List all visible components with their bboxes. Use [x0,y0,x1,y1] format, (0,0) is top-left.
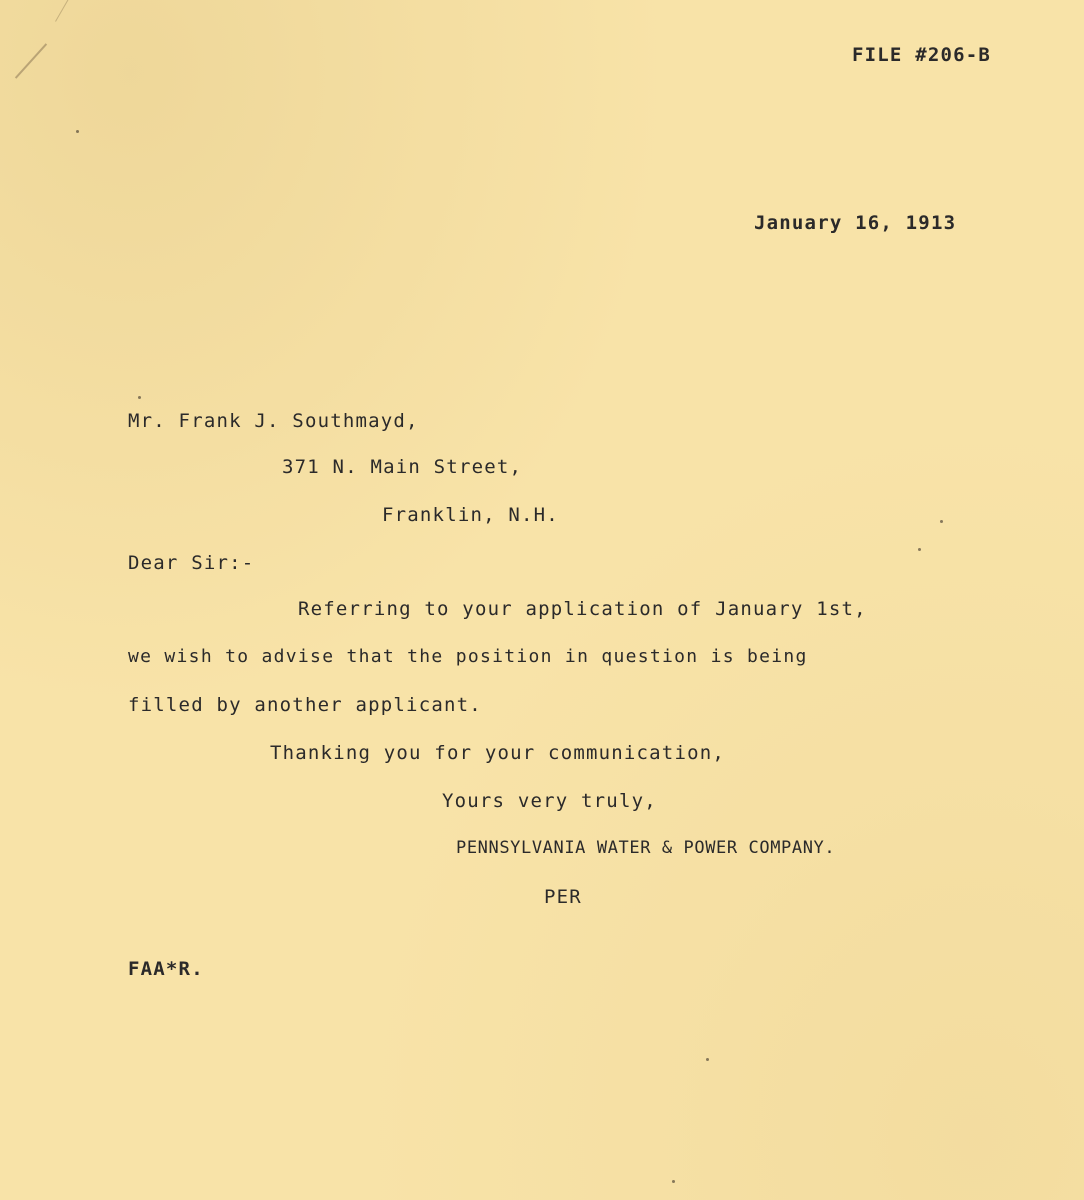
paper-crease-small [55,0,71,22]
per-line: PER [544,886,582,908]
body-line-1: Referring to your application of January 1st, [298,598,867,620]
paper-speck [672,1180,675,1183]
body-line-2: we wish to advise that the position in question is being [128,646,808,667]
paper-speck [918,548,921,551]
closing: Yours very truly, [442,790,657,812]
recipient-street: 371 N. Main Street, [282,456,523,478]
recipient-name: Mr. Frank J. Southmayd, [128,410,419,432]
typist-initials: FAA*R. [128,958,204,980]
paper-speck [76,130,79,133]
letter-date: January 16, 1913 [754,212,957,234]
paper-speck [706,1058,709,1061]
paper-crease [15,43,47,79]
body-line-3: filled by another applicant. [128,694,482,716]
paper-speck [138,396,141,399]
recipient-city: Franklin, N.H. [382,504,559,526]
paper-speck [940,520,943,523]
company-name: PENNSYLVANIA WATER & POWER COMPANY. [456,838,836,858]
body-line-4: Thanking you for your communication, [270,742,726,764]
salutation: Dear Sir:- [128,552,255,574]
file-reference: FILE #206-B [852,44,992,66]
